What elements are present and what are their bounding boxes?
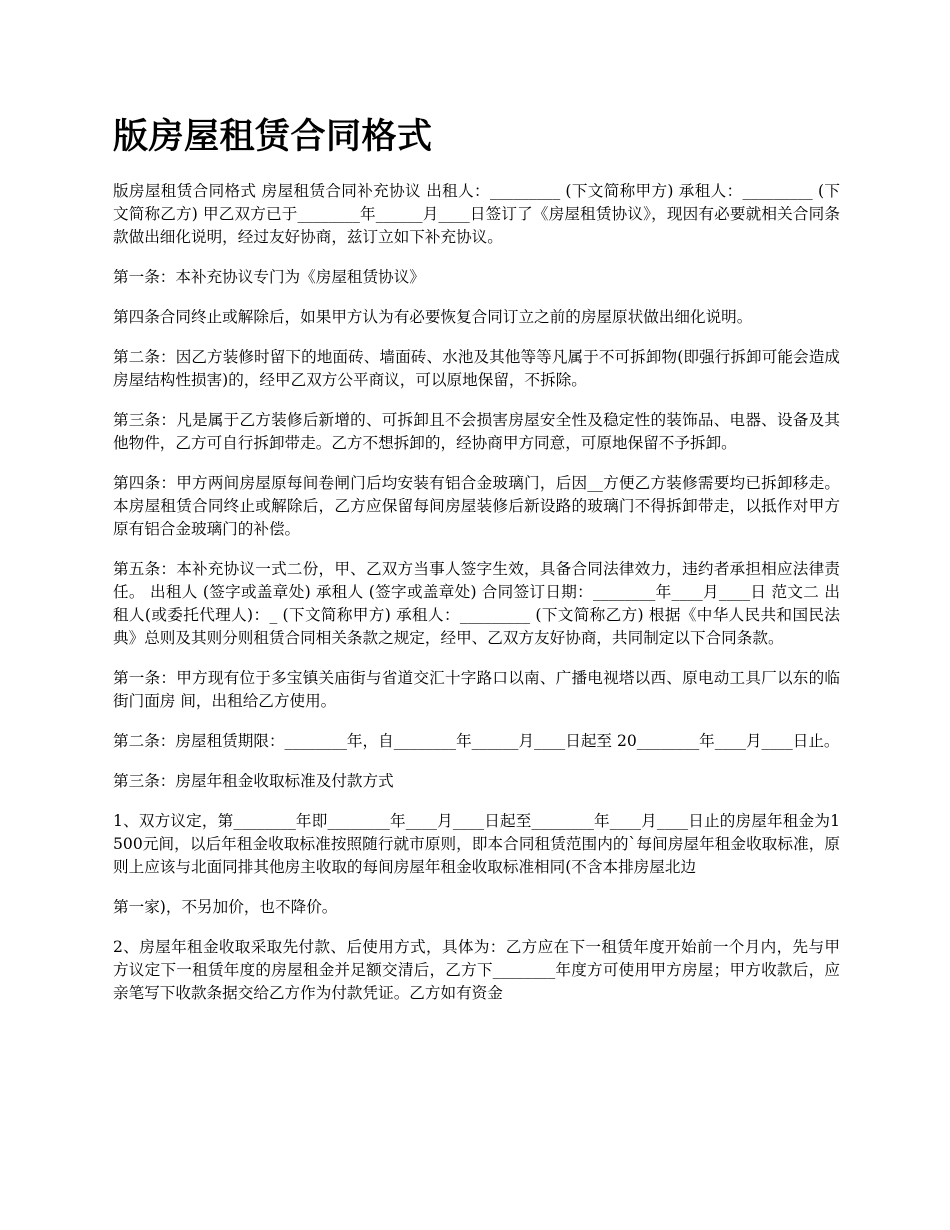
rent-clause-1-continuation: 第一家)，不另加价，也不降价。 xyxy=(113,898,338,916)
document-body xyxy=(113,180,840,1022)
article-1-paragraph: 第一条：本补充协议专门为《房屋租赁协议》 xyxy=(113,268,425,286)
rent-clause-1-paragraph: 1、双方议定，第________年即________年____月____日起至________年____月____日止的房屋年租金为1500元间，以后年租金收取标准按照随行就市原则，即本合同租赁范围内的`每间房屋年租金收取标准，原则上应该与北面同排其他房主收取的每间房屋年租金收取标准相同(不含本排房屋北边 xyxy=(113,812,840,876)
article-5-paragraph: 第五条：本补充协议一式二份，甲、乙双方当事人签字生效，具备合同法律效力，违约者承担相应法律责任。 出租人 (签字或盖章处) 承租人 (签字或盖章处) 合同签订日期：________年____月____日 范文二 出租人(或委托代理人)：_ (下文简称甲方) 承租人：_________ (下文简称乙方) 根据《中华人民共和国民法典》总则及其则分则租赁合同相关条款之规定，经甲、乙双方友好协商，共同制定以下合同条款。 xyxy=(113,560,840,647)
article-4-note-paragraph: 第四条合同终止或解除后，如果甲方认为有必要恢复合同订立之前的房屋原状做出细化说明。 xyxy=(113,308,753,326)
intro-paragraph: 版房屋租赁合同格式 房屋租赁合同补充协议 出租人：_________ (下文简称甲方) 承租人：_________ (下文简称乙方) 甲乙双方已于________年______月____日签订了《房屋租赁协议》，现因有必要就相关合同条款做出细化说明，经过友好协商，兹订立如下补充协议。 xyxy=(113,182,840,246)
article-2-paragraph: 第二条：因乙方装修时留下的地面砖、墙面砖、水池及其他等等凡属于不可拆卸物(即强行拆卸可能会造成房屋结构性损害)的，经甲乙双方公平商议，可以原地保留，不拆除。 xyxy=(113,348,840,389)
sample2-article-2-paragraph: 第二条：房屋租赁期限：________年，自________年______月____日起至 20________年____月____日止。 xyxy=(113,732,840,750)
sample2-article-1-paragraph: 第一条：甲方现有位于多宝镇关庙街与省道交汇十字路口以南、广播电视塔以西、原电动工具厂以东的临街门面房 间，出租给乙方使用。 xyxy=(113,669,840,710)
article-3-paragraph: 第三条：凡是属于乙方装修后新增的、可拆卸且不会损害房屋安全性及稳定性的装饰品、电器、设备及其他物件，乙方可自行拆卸带走。乙方不想拆卸的，经协商甲方同意，可原地保留不予拆卸。 xyxy=(113,411,840,452)
article-4-paragraph: 第四条：甲方两间房屋原每间卷闸门后均安装有铝合金玻璃门，后因__方便乙方装修需要均已拆卸移走。本房屋租赁合同终止或解除后，乙方应保留每间房屋装修后新设路的玻璃门不得拆卸带走，以抵作对甲方原有铝合金玻璃门的补偿。 xyxy=(113,474,840,538)
document-title: 版房屋租赁合同格式 xyxy=(113,117,433,157)
rent-clause-2-paragraph: 2、房屋年租金收取采取先付款、后使用方式，具体为：乙方应在下一租赁年度开始前一个月内，先与甲方议定下一租赁年度的房屋租金并足额交清后，乙方下________年度方可使用甲方房屋；甲方收款后，应亲笔写下收款条据交给乙方作为付款凭证。乙方如有资金 xyxy=(113,938,840,1002)
sample2-article-3-heading: 第三条：房屋年租金收取标准及付款方式 xyxy=(113,772,394,790)
